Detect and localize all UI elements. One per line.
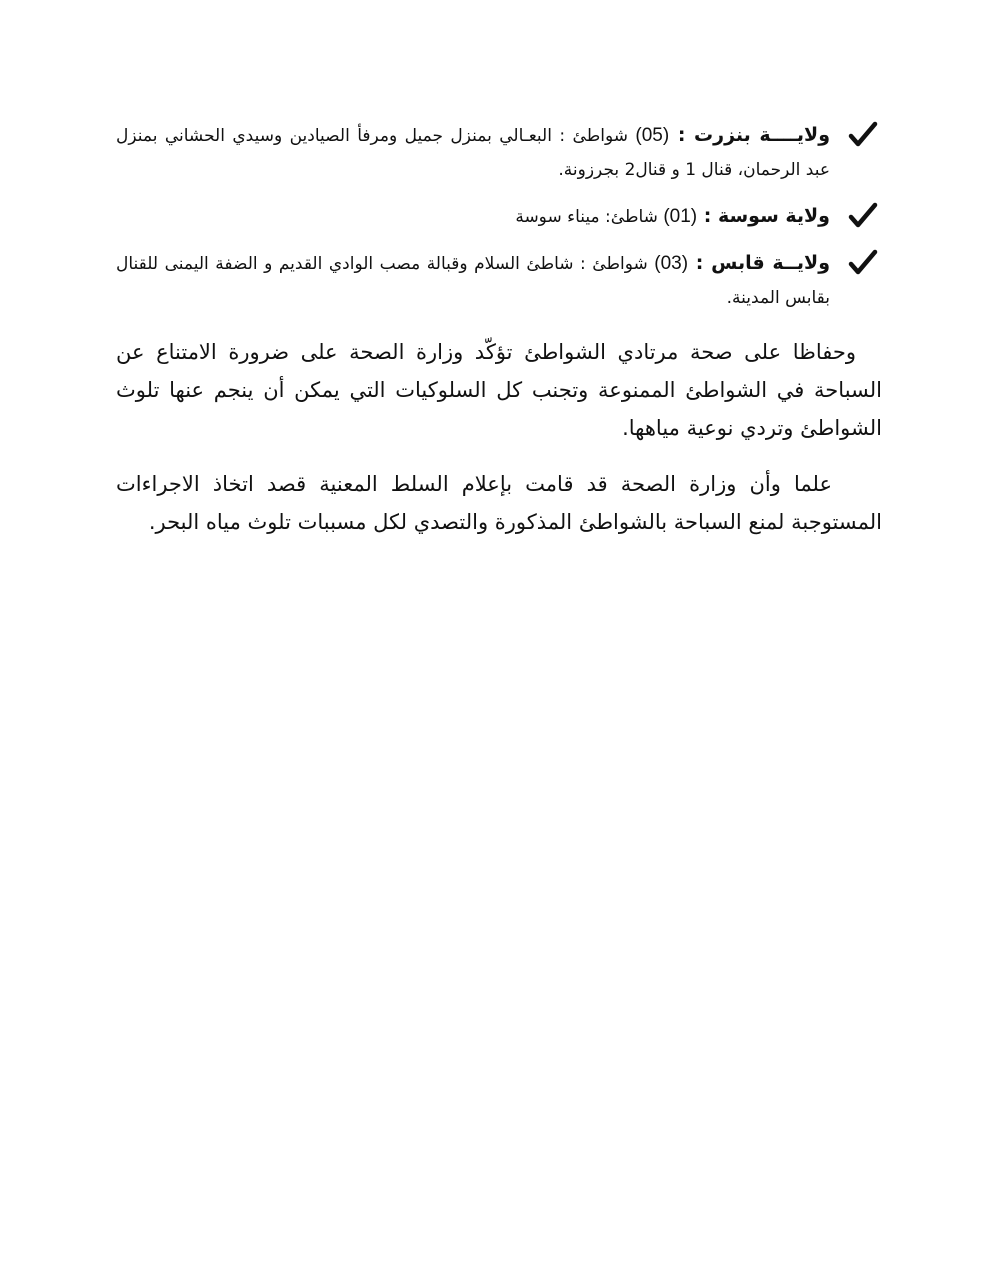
list-item-sousse [116,199,882,234]
list-item-gabes [116,246,882,315]
label-separator: : [669,124,695,146]
beach-count: (01) [663,206,698,227]
beach-list-text: شواطئ : شاطئ السلام وقبالة مصب الوادي القديم و الضفة اليمنى للقنال بقابس المدينة. [116,254,830,308]
beach-count: (03) [654,253,689,274]
check-mark-icon [848,201,878,231]
document-body [116,118,882,541]
check-mark-icon [848,248,878,278]
paragraph-authorities-notice: علما وأن وزارة الصحة قد قامت بإعلام السلط المعنية قصد اتخاذ الاجراءات المستوجبة لمنع السباحة بالشواطئ المذكورة والتصدي لكل مسببات تلوث مياه البحر. [116,472,882,534]
governorate-label: ولايــــة بنزرت [694,124,831,146]
beach-list-text: شواطئ : البعـالي بمنزل جميل ومرفأ الصيادين وسيدي الحشاني بمنزل عبد الرحمان، قنال 1 و قنال2 بجرزونة. [116,126,830,180]
beach-count: (05) [635,125,670,146]
governorate-label: ولاية سوسة [717,205,830,227]
check-mark-icon [848,120,878,150]
label-separator: : [697,205,718,227]
paragraph-health-advice: وحفاظا على صحة مرتادي الشواطئ تؤكّد وزارة الصحة على ضرورة الامتناع عن السباحة في الشواطئ الممنوعة وتجنب كل السلوكيات التي يمكن أن ينجم عنها تلوث الشواطئ وتردي نوعية مياهها. [116,340,882,440]
governorate-label: ولايــة قابس [711,252,831,274]
label-separator: : [688,252,712,274]
beach-list-text: شاطئ: ميناء سوسة [515,207,664,227]
list-item-bizerte [116,118,882,187]
